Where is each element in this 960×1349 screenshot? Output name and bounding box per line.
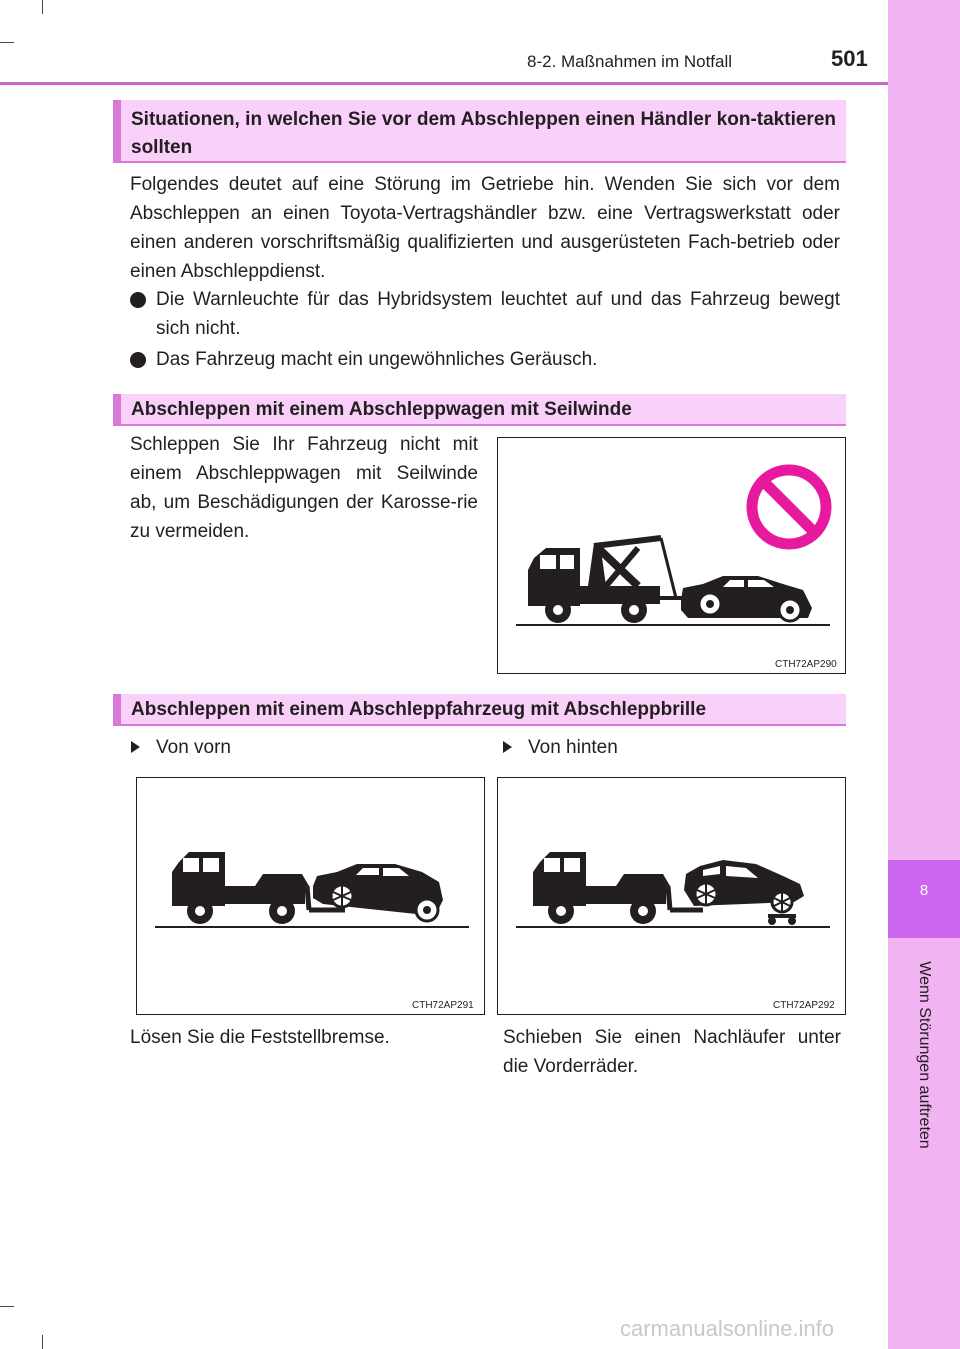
bullet-item-noise: Das Fahrzeug macht ein ungewöhnliches Geräusch. bbox=[156, 349, 598, 370]
page-number: 501 bbox=[831, 46, 868, 71]
tow-truck-icon bbox=[528, 538, 684, 623]
crop-mark bbox=[42, 0, 43, 14]
caption-front: Lösen Sie die Feststellbremse. bbox=[130, 1027, 390, 1048]
figure-rear-tow bbox=[497, 777, 846, 1015]
crop-mark bbox=[42, 1335, 43, 1349]
watermark: carmanualsonline.info bbox=[620, 1316, 835, 1341]
figure-code: CTH72AP290 bbox=[775, 659, 837, 670]
bullet-icon bbox=[130, 352, 146, 368]
chapter-number: 8 bbox=[919, 882, 929, 899]
bullet-icon bbox=[130, 292, 146, 308]
towed-car-icon bbox=[681, 576, 812, 621]
crop-mark bbox=[0, 1306, 14, 1307]
subheading-front: Von vorn bbox=[156, 737, 231, 758]
figure-winch-tow-prohibited bbox=[497, 437, 846, 674]
front-tow-illustration bbox=[137, 778, 484, 1014]
crop-mark bbox=[0, 42, 14, 43]
winch-tow-illustration bbox=[498, 438, 845, 673]
towed-car-icon bbox=[684, 860, 804, 925]
triangle-arrow-icon bbox=[131, 741, 140, 753]
intro-paragraph: Folgendes deutet auf eine Störung im Getriebe hin. Wenden Sie sich vor dem Abschleppen an einen Toyota-Vertragshändler bzw. eine Vertragswerkstatt oder einen anderen vorschriftsmäßig qualifizierten und ausgerüsteten Fach-betrieb oder einen Abschleppdienst. bbox=[130, 174, 840, 282]
figure-code: CTH72AP291 bbox=[412, 1000, 474, 1011]
chapter-tab bbox=[888, 860, 960, 938]
caption-rear: Schieben Sie einen Nachläufer unter die Vorderräder. bbox=[503, 1027, 841, 1077]
winch-paragraph: Schleppen Sie Ihr Fahrzeug nicht mit einem Abschleppwagen mit Seilwinde ab, um Beschädigungen der Karosse-rie zu vermeiden. bbox=[130, 434, 478, 542]
bullet-item-warning-light: Die Warnleuchte für das Hybridsystem leuchtet auf und das Fahrzeug bewegt sich nicht. bbox=[156, 289, 840, 339]
section-heading-winch: Abschleppen mit einem Abschleppwagen mit Seilwinde bbox=[113, 394, 846, 426]
rear-tow-illustration bbox=[498, 778, 845, 1014]
prohibition-icon bbox=[752, 470, 826, 544]
subheading-rear: Von hinten bbox=[528, 737, 618, 758]
section-heading-wheel-lift: Abschleppen mit einem Abschleppfahrzeug mit Abschleppbrille bbox=[113, 694, 846, 726]
triangle-arrow-icon bbox=[503, 741, 512, 753]
tow-truck-icon bbox=[533, 852, 703, 924]
chapter-title: Wenn Störungen auftreten bbox=[916, 961, 933, 1149]
header-rule bbox=[0, 82, 888, 85]
figure-code: CTH72AP292 bbox=[773, 1000, 835, 1011]
section-heading-dealer: Situationen, in welchen Sie vor dem Abschleppen einen Händler kon-taktieren sollten bbox=[113, 100, 846, 163]
figure-front-tow bbox=[136, 777, 485, 1015]
header-section-title: 8-2. Maßnahmen im Notfall bbox=[527, 52, 733, 71]
